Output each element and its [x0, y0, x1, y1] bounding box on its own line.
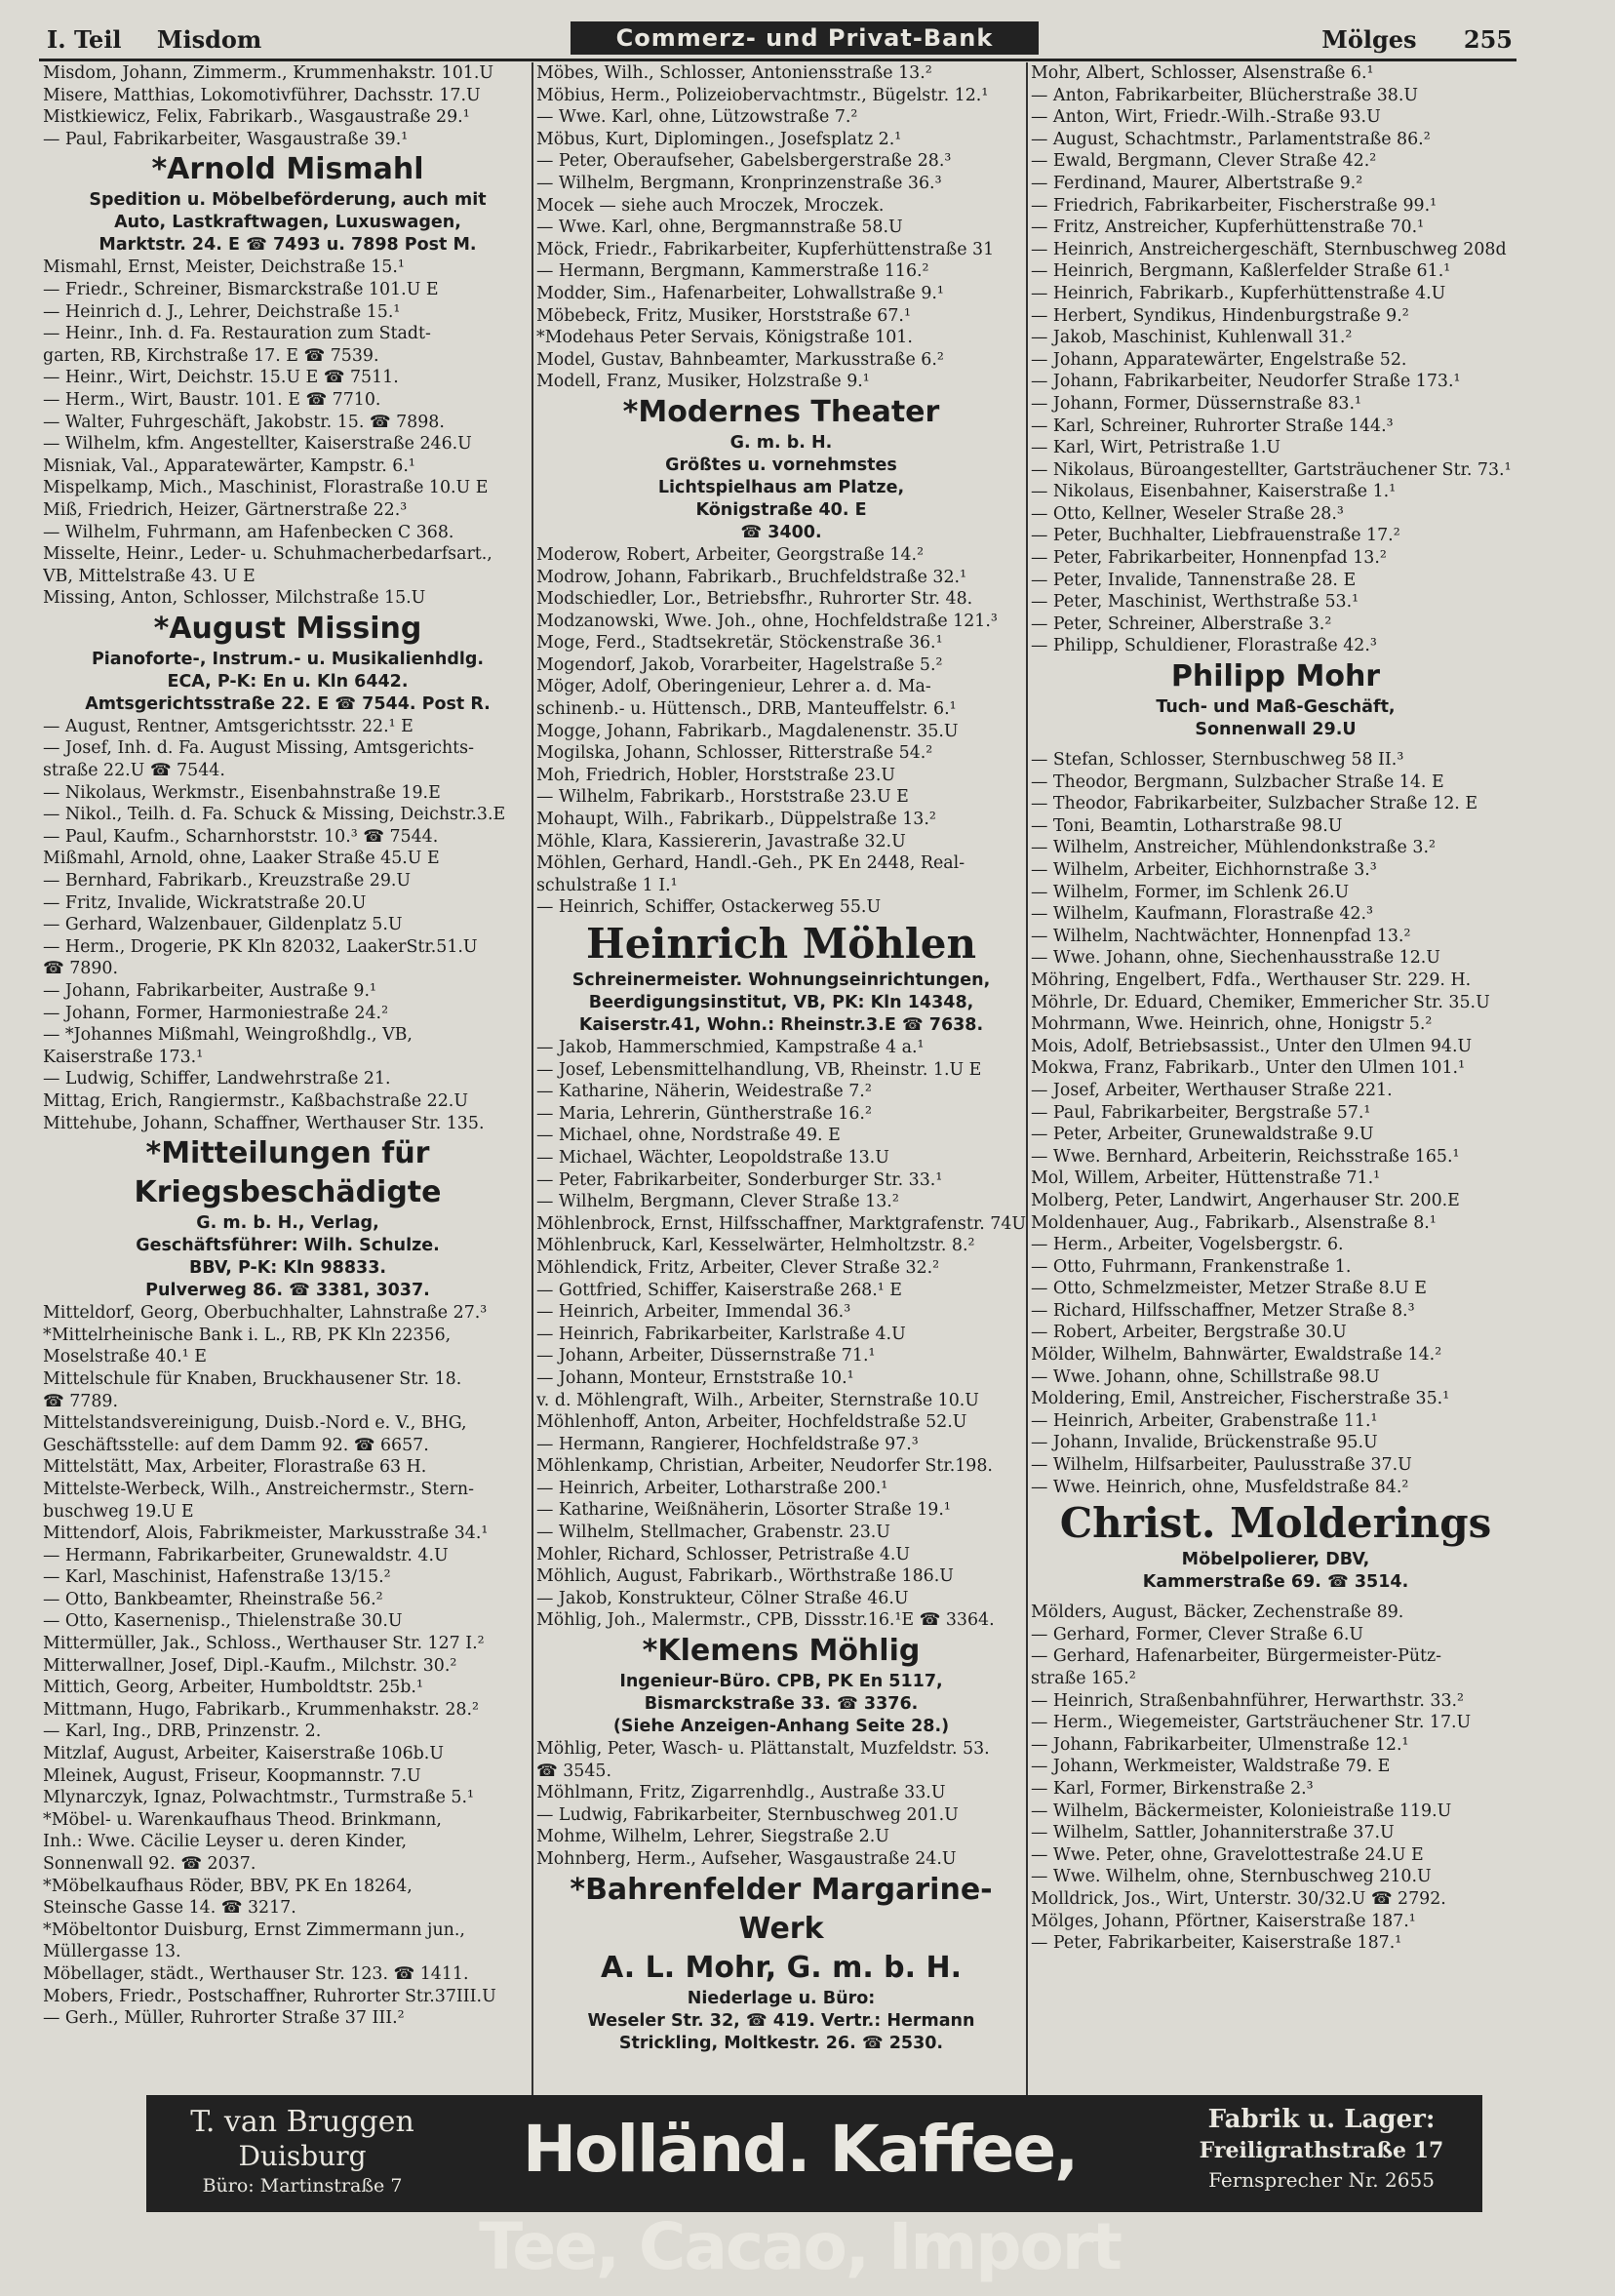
directory-column-2: [536, 62, 1026, 2111]
directory-entry: — Johann, Former, Harmoniestraße 24.²: [43, 1003, 389, 1023]
directory-entry: Möhle, Klara, Kassiererin, Javastraße 32.U: [536, 831, 906, 851]
column-divider: [1026, 62, 1028, 2111]
directory-entry: — Ewald, Bergmann, Clever Straße 42.²: [1031, 151, 1377, 172]
directory-entry: Molldrick, Jos., Wirt, Unterstr. 30/32.U ☎ 2792.: [1031, 1888, 1446, 1909]
directory-entry: — Paul, Fabrikarbeiter, Wasgaustraße 39.¹: [43, 129, 409, 149]
header-part: I. Teil: [47, 25, 122, 54]
directory-entry: — Peter, Oberaufseher, Gabelsbergerstraße 28.³: [536, 151, 952, 172]
directory-entry: — Wilhelm, Anstreicher, Mühlendonkstraße 3.²: [1031, 838, 1436, 858]
directory-entry: Möhlenbruck, Karl, Kesselwärter, Helmholtzstr. 8.²: [536, 1236, 975, 1256]
advertisement-title: *Mitteilungen für Kriegsbeschädigte: [134, 1136, 442, 1210]
directory-entry: — Johann, Fabrikarbeiter, Neudorfer Straße 173.¹: [1031, 372, 1461, 392]
directory-entry: *Möbeltontor Duisburg, Ernst Zimmermann jun.,: [43, 1920, 465, 1940]
factory-phone: Fernsprecher Nr. 2655: [1208, 2168, 1435, 2192]
directory-entry: Möck, Friedr., Fabrikarbeiter, Kupferhüttenstraße 31: [536, 239, 995, 259]
directory-entry: Mobers, Friedr., Postschaffner, Ruhrorter Str.37III.U: [43, 1986, 496, 2006]
directory-entry: Mittich, Georg, Arbeiter, Humboldtstr. 25b.¹: [43, 1678, 423, 1698]
ad-headline: Holländ. Kaffee, Tee, Cacao, Import: [479, 2112, 1121, 2284]
directory-entry: Mittelstandsvereinigung, Duisb.-Nord e. V., BHG,: [43, 1413, 467, 1434]
directory-entry: Möhlich, August, Fabrikarb., Wörthstraße 186.U: [536, 1566, 954, 1587]
directory-entry: — Wilhelm, kfm. Angestellter, Kaiserstraße 246.U: [43, 434, 472, 455]
directory-entry: Sonnenwall 92. ☎ 2037.: [43, 1854, 256, 1874]
directory-entry: schulstraße 1 I.¹: [536, 875, 678, 895]
advertisement-line: G. m. b. H., Verlag,: [196, 1213, 379, 1234]
directory-entry: — Nikolaus, Werkmstr., Eisenbahnstraße 19.E: [43, 782, 441, 803]
directory-entry: Misniak, Val., Apparatewärter, Kampstr. 6.¹: [43, 455, 415, 476]
advertisement-title: A. L. Mohr, G. m. b. H.: [600, 1950, 962, 1985]
directory-entry: — Ludwig, Schiffer, Landwehrstraße 21.: [43, 1069, 391, 1089]
directory-entry: — Wwe. Karl, ohne, Bergmannstraße 58.U: [536, 218, 903, 238]
directory-entry: — Herm., Drogerie, PK Kln 82032, LaakerStr.51.U: [43, 936, 478, 957]
advertiser-block: [171, 2105, 434, 2198]
directory-entry: — Wilhelm, Former, im Schlenk 26.U: [1031, 882, 1350, 902]
directory-entry: — Nikol., Teilh. d. Fa. Schuck & Missing, Deichstr.3.E: [43, 805, 506, 825]
header-right: [1282, 25, 1513, 54]
directory-entry: Möhlig, Joh., Malermstr., CPB, Dissstr.16.¹E ☎ 3364.: [536, 1610, 995, 1631]
directory-entry: — Bernhard, Fabrikarb., Kreuzstraße 29.U: [43, 871, 412, 891]
directory-entry: — Heinrich, Arbeiter, Immendal 36.³: [536, 1302, 851, 1323]
directory-column-3: [1031, 62, 1520, 2111]
directory-entry: Mispelkamp, Mich., Maschinist, Florastraße 10.U E: [43, 478, 489, 498]
directory-entry: Mogendorf, Jakob, Vorarbeiter, Hagelstraße 5.²: [536, 654, 943, 675]
header-left: [47, 25, 289, 54]
directory-entry: — Hermann, Rangierer, Hochfeldstraße 97.³: [536, 1434, 919, 1454]
directory-entry: Mokwa, Franz, Fabrikarb., Unter den Ulmen 101.¹: [1031, 1058, 1466, 1079]
directory-entry: Möger, Adolf, Oberingenieur, Lehrer a. d. Ma-: [536, 677, 931, 697]
directory-entry: — Otto, Schmelzmeister, Metzer Straße 8.U E: [1031, 1279, 1427, 1299]
directory-entry: — Wwe. Peter, ohne, Gravelottestraße 24.U E: [1031, 1844, 1424, 1865]
directory-entry: Mohme, Wilhelm, Lehrer, Siegstraße 2.U: [536, 1827, 889, 1847]
directory-entry: — Herm., Wirt, Baustr. 101. E ☎ 7710.: [43, 389, 381, 410]
directory-entry: Möhlenbrock, Ernst, Hilfsschaffner, Marktgrafenstr. 74U: [536, 1213, 1026, 1234]
directory-entry: — Fritz, Anstreicher, Kupferhüttenstraße 70.¹: [1031, 218, 1425, 238]
directory-entry: — Wwe. Heinrich, ohne, Musfeldstraße 84.²: [1031, 1477, 1409, 1497]
advertiser-office: Büro: Martinstraße 7: [202, 2175, 403, 2197]
directory-entry: Mittelschule für Knaben, Bruckhausener Str. 18.: [43, 1368, 462, 1389]
directory-entry: — Karl, Ing., DRB, Prinzenstr. 2.: [43, 1722, 322, 1742]
advertisement-line: BBV, P-K: Kln 98833.: [188, 1258, 387, 1279]
directory-entry: — Heinrich, Anstreichergeschäft, Sternbuschweg 208d: [1031, 239, 1507, 259]
directory-entry: — Johann, Former, Düssernstraße 83.¹: [1031, 393, 1361, 414]
directory-entry: Müllergasse 13.: [43, 1942, 181, 1962]
directory-entry: Möhlenhoff, Anton, Arbeiter, Hochfeldstraße 52.U: [536, 1412, 967, 1433]
bank-banner: Commerz- und Privat-Bank: [571, 21, 1039, 55]
advertisement-title: Christ. Molderings: [1059, 1499, 1492, 1548]
advertisement-line: Lichtspielhaus am Platze,: [657, 477, 905, 497]
directory-entry: — Theodor, Bergmann, Sulzbacher Straße 14. E: [1031, 772, 1444, 792]
advertisement-line: Größtes u. vornehmstes: [665, 455, 897, 475]
directory-entry: — Heinrich, Schiffer, Ostackerweg 55.U: [536, 897, 882, 918]
directory-entry: Modzanowski, Wwe. Joh., ohne, Hochfeldstraße 121.³: [536, 611, 998, 631]
directory-entry: — Karl, Schreiner, Ruhrorter Straße 144.³: [1031, 416, 1394, 436]
directory-entry: — Herbert, Syndikus, Hindenburgstraße 9.²: [1031, 305, 1409, 326]
directory-entry: straße 165.²: [1031, 1669, 1136, 1688]
directory-entry: — Jakob, Maschinist, Kuhlenwall 31.²: [1031, 328, 1353, 348]
directory-entry: — Michael, ohne, Nordstraße 49. E: [536, 1126, 841, 1146]
directory-entry: Mismahl, Ernst, Meister, Deichstraße 15.¹: [43, 257, 405, 278]
directory-column-1: [43, 62, 532, 2111]
directory-entry: Moderow, Robert, Arbeiter, Georgstraße 14.²: [536, 544, 925, 565]
directory-entry: Möbellager, städt., Werthauser Str. 123. ☎ 1411.: [43, 1963, 469, 1984]
directory-entry: — Heinrich, Straßenbahnführer, Herwarthstr. 33.²: [1031, 1690, 1465, 1711]
directory-entry: — Gerhard, Walzenbauer, Gildenplatz 5.U: [43, 915, 403, 935]
directory-entry: — Johann, Monteur, Ernststraße 10.¹: [536, 1367, 854, 1388]
header-keyword-end: Mölges: [1321, 25, 1417, 54]
directory-entry: — Wwe. Bernhard, Arbeiterin, Reichsstraße 165.¹: [1031, 1146, 1460, 1167]
directory-entry: Molberg, Peter, Landwirt, Angerhauser Str. 200.E: [1031, 1190, 1460, 1210]
directory-entry: — Ferdinand, Maurer, Albertstraße 9.²: [1031, 173, 1363, 193]
directory-entry: Mois, Adolf, Betriebsassist., Unter den Ulmen 94.U: [1031, 1036, 1473, 1056]
advertisement-line: Pianoforte-, Instrum.- u. Musikalienhdlg.: [91, 649, 485, 669]
advertisement-line: Niederlage u. Büro:: [687, 1988, 876, 2008]
directory-entry: Modschiedler, Lor., Betriebsfhr., Ruhrorter Str. 48.: [536, 589, 973, 610]
directory-entry: — Gerhard, Former, Clever Straße 6.U: [1031, 1624, 1364, 1644]
directory-entry: Möhlig, Peter, Wasch- u. Plättanstalt, Muzfeldstr. 53.: [536, 1739, 990, 1760]
directory-entry: garten, RB, Kirchstraße 17. E ☎ 7539.: [43, 345, 379, 366]
advertisement-line: ECA, P-K: En u. Kln 6442.: [167, 671, 409, 692]
directory-entry: Möbes, Wilh., Schlosser, Antoniensstraße 13.²: [536, 63, 932, 83]
directory-entry: Mitterwallner, Josef, Dipl.-Kaufm., Milchstr. 30.²: [43, 1655, 457, 1676]
directory-entry: Mölder, Wilhelm, Bahnwärter, Ewaldstraße 14.²: [1031, 1345, 1442, 1366]
directory-entry: — Otto, Kellner, Weseler Straße 28.³: [1031, 503, 1344, 524]
directory-entry: — Wwe. Wilhelm, ohne, Sternbuschweg 210.U: [1031, 1867, 1432, 1887]
advertisement-title: *Klemens Möhlig: [642, 1634, 921, 1669]
directory-entry: Mölders, August, Bäcker, Zechenstraße 89.: [1031, 1603, 1404, 1623]
directory-entry: — Johann, Fabrikarbeiter, Ulmenstraße 12.¹: [1031, 1734, 1409, 1755]
directory-entry: Mittelste-Werbeck, Wilh., Anstreichermstr., Stern-: [43, 1479, 474, 1499]
directory-entry: — Maria, Lehrerin, Güntherstraße 16.²: [536, 1103, 872, 1124]
directory-entry: Mittendorf, Alois, Fabrikmeister, Markusstraße 34.¹: [43, 1524, 489, 1544]
directory-entry: Moge, Ferd., Stadtsekretär, Stöckenstraße 36.¹: [536, 633, 943, 653]
directory-entry: Mittag, Erich, Rangiermstr., Kaßbachstraße 22.U: [43, 1090, 468, 1111]
directory-entry: — Wilhelm, Nachtwächter, Honnenpfad 13.²: [1031, 926, 1411, 946]
advertisement-line: Weseler Str. 32, ☎ 419. Vertr.: Hermann: [587, 2010, 975, 2031]
directory-entry: Mohr, Albert, Schlosser, Alsenstraße 6.¹: [1031, 63, 1374, 83]
directory-entry: — Johann, Fabrikarbeiter, Austraße 9.¹: [43, 981, 376, 1001]
directory-entry: — Johann, Invalide, Brückenstraße 95.U: [1031, 1433, 1378, 1453]
directory-entry: — Johann, Arbeiter, Düssernstraße 71.¹: [536, 1346, 876, 1366]
directory-entry: Mlynarczyk, Ignaz, Polwachtmstr., Turmstraße 5.¹: [43, 1788, 474, 1808]
advertisement-line: Beerdigungsinstitut, VB, PK: Kln 14348,: [588, 993, 974, 1012]
directory-entry: Moldering, Emil, Anstreicher, Fischerstraße 35.¹: [1031, 1389, 1450, 1409]
directory-entry: Moh, Friedrich, Hobler, Horststraße 23.U: [536, 765, 896, 785]
directory-entry: — Wilhelm, Arbeiter, Eichhornstraße 3.³: [1031, 860, 1377, 880]
advertisement-line: Auto, Lastkraftwagen, Luxuswagen,: [114, 213, 461, 233]
directory-entry: — Peter, Buchhalter, Liebfrauenstraße 17.²: [1031, 526, 1400, 546]
directory-entry: Mleinek, August, Friseur, Koopmannstr. 7.U: [43, 1765, 421, 1786]
directory-entry: Möhlendick, Fritz, Arbeiter, Clever Straße 32.²: [536, 1257, 940, 1278]
directory-entry: Steinsche Gasse 14. ☎ 3217.: [43, 1898, 296, 1919]
advertisement-title: Heinrich Möhlen: [586, 920, 976, 968]
directory-entry: — Peter, Fabrikarbeiter, Sonderburger Str. 33.¹: [536, 1169, 943, 1190]
directory-entry: — Peter, Fabrikarbeiter, Honnenpfad 13.²: [1031, 548, 1387, 569]
directory-entry: Möbebeck, Fritz, Musiker, Horststraße 67.¹: [536, 305, 911, 326]
directory-entry: — Gottfried, Schiffer, Kaiserstraße 268.¹ E: [536, 1280, 902, 1300]
directory-entry: — Toni, Beamtin, Lotharstraße 98.U: [1031, 815, 1343, 836]
directory-entry: Möbus, Kurt, Diplomingen., Josefsplatz 2.¹: [536, 129, 902, 149]
directory-entry: Missing, Anton, Schlosser, Milchstraße 15.U: [43, 588, 426, 609]
advertisement-line: (Siehe Anzeigen-Anhang Seite 28.): [612, 1717, 950, 1737]
directory-entry: Mohler, Richard, Schlosser, Petristraße 4.U: [536, 1544, 911, 1564]
directory-entry: — Heinrich d. J., Lehrer, Deichstraße 15.¹: [43, 301, 401, 322]
advertisement-line: Ingenieur-Büro. CPB, PK En 5117,: [619, 1672, 943, 1692]
header-keyword: Misdom: [156, 25, 262, 54]
directory-entry: — Karl, Former, Birkenstraße 2.³: [1031, 1778, 1314, 1799]
directory-entry: — Otto, Bankbeamter, Rheinstraße 56.²: [43, 1589, 383, 1609]
advertiser-name: T. van Bruggen: [190, 2105, 414, 2139]
advertisement-title: *Bahrenfelder Margarine-Werk: [570, 1872, 993, 1946]
directory-entry: — Johann, Werkmeister, Waldstraße 79. E: [1031, 1757, 1391, 1777]
directory-entry: — Wilhelm, Bäckermeister, Kolonieistraße 119.U: [1031, 1801, 1452, 1821]
directory-entry: *Möbel- u. Warenkaufhaus Theod. Brinkmann,: [43, 1809, 442, 1830]
directory-entry: — Josef, Lebensmittelhandlung, VB, Rheinstr. 1.U E: [536, 1059, 982, 1080]
directory-entry: — Wilhelm, Fuhrmann, am Hafenbecken C 368.: [43, 522, 454, 542]
directory-entry: — Heinr., Wirt, Deichstr. 15.U E ☎ 7511.: [43, 368, 399, 388]
directory-entry: — Otto, Kasernenisp., Thielenstraße 30.U: [43, 1611, 403, 1632]
advertisement-line: ☎ 3400.: [740, 522, 822, 542]
advertisement-title: *Arnold Mismahl: [151, 152, 424, 187]
directory-entry: — Wwe. Johann, ohne, Siechenhausstraße 12.U: [1031, 948, 1440, 969]
directory-entry: Moselstraße 40.¹ E: [43, 1347, 207, 1367]
advertisement-line: Marktstr. 24. E ☎ 7493 u. 7898 Post M.: [98, 235, 477, 256]
directory-entry: Misselte, Heinr., Leder- u. Schuhmacherbedarfsart.,: [43, 544, 492, 565]
directory-entry: Mogge, Johann, Fabrikarb., Magdalenenstr. 35.U: [536, 721, 959, 741]
factory-label: Fabrik u. Lager:: [1207, 2105, 1436, 2134]
directory-entry: Mistkiewicz, Felix, Fabrikarb., Wasgaustraße 29.¹: [43, 107, 470, 128]
directory-entry: — Paul, Fabrikarbeiter, Bergstraße 57.¹: [1031, 1102, 1371, 1123]
directory-entry: — Philipp, Schuldiener, Florastraße 42.³: [1031, 636, 1377, 656]
directory-entry: — Peter, Arbeiter, Grunewaldstraße 9.U: [1031, 1125, 1374, 1145]
advertisement-line: Geschäftsführer: Wilh. Schulze.: [136, 1236, 440, 1256]
directory-entry: — Karl, Wirt, Petristraße 1.U: [1031, 438, 1281, 458]
directory-entry: — Ludwig, Fabrikarbeiter, Sternbuschweg 201.U: [536, 1804, 959, 1825]
directory-entry: Möhlen, Gerhard, Handl.-Geh., PK En 2448, Real-: [536, 853, 965, 874]
advertisement-line: Pulverweg 86. ☎ 3381, 3037.: [145, 1281, 430, 1301]
directory-entry: Möhlmann, Fritz, Zigarrenhdlg., Austraße 33.U: [536, 1783, 946, 1803]
directory-entry: — Peter, Invalide, Tannenstraße 28. E: [1031, 570, 1357, 590]
directory-entry: ☎ 7890.: [43, 959, 118, 979]
directory-entry: Mißmahl, Arnold, ohne, Laaker Straße 45.U E: [43, 849, 440, 869]
advertisement-line: G. m. b. H.: [729, 432, 833, 453]
directory-entry: Mittmann, Hugo, Fabrikarb., Krummenhakstr. 28.²: [43, 1699, 479, 1720]
directory-entry: — Friedrich, Fabrikarbeiter, Fischerstraße 99.¹: [1031, 195, 1438, 216]
directory-entry: *Mittelrheinische Bank i. L., RB, PK Kln 22356,: [43, 1325, 452, 1345]
directory-entry: — Gerh., Müller, Ruhrorter Straße 37 III.²: [43, 2008, 405, 2029]
directory-entry: Mittehube, Johann, Schaffner, Werthauser Str. 135.: [43, 1113, 485, 1133]
directory-entry: — Jakob, Konstrukteur, Cölner Straße 46.U: [536, 1588, 909, 1608]
directory-entry: — Jakob, Hammerschmied, Kampstraße 4 a.¹: [536, 1038, 925, 1057]
directory-entry: Misdom, Johann, Zimmerm., Krummenhakstr. 101.U: [43, 63, 494, 83]
directory-entry: Inh.: Wwe. Cäcilie Leyser u. deren Kinder,: [43, 1832, 408, 1852]
directory-entry: — Wilhelm, Stellmacher, Grabenstr. 23.U: [536, 1523, 890, 1543]
directory-entry: — Heinr., Inh. d. Fa. Restauration zum Stadt-: [43, 324, 431, 344]
directory-entry: Geschäftsstelle: auf dem Damm 92. ☎ 6657.: [43, 1435, 429, 1455]
directory-entry: schinenb.- u. Hüttensch., DRB, Manteuffelstr. 6.¹: [536, 699, 957, 720]
directory-entry: — Wilhelm, Sattler, Johanniterstraße 37.U: [1031, 1823, 1395, 1843]
advertisement-line: Bismarckstraße 33. ☎ 3376.: [644, 1694, 919, 1715]
advertisement-line: Spedition u. Möbelbeförderung, auch mit: [89, 190, 487, 211]
factory-address: Freiligrathstraße 17: [1199, 2138, 1444, 2163]
directory-entry: — Friedr., Schreiner, Bismarckstraße 101.U E: [43, 279, 439, 299]
directory-entry: — Josef, Arbeiter, Werthauser Straße 221.: [1031, 1080, 1393, 1100]
directory-entry: — August, Rentner, Amtsgerichtsstr. 22.¹ E: [43, 716, 414, 736]
directory-entry: Moldenhauer, Aug., Fabrikarb., Alsenstraße 8.¹: [1031, 1212, 1437, 1233]
page-header: [39, 21, 1517, 61]
directory-entry: Möhlenkamp, Christian, Arbeiter, Neudorfer Str.198.: [536, 1456, 993, 1477]
directory-entry: Mohaupt, Wilh., Fabrikarb., Düppelstraße 13.²: [536, 810, 936, 830]
directory-entry: — Wilhelm, Kaufmann, Florastraße 42.³: [1031, 904, 1373, 925]
directory-entry: — Wilhelm, Bergmann, Clever Straße 13.²: [536, 1192, 899, 1212]
directory-entry: — Wwe. Johann, ohne, Schillstraße 98.U: [1031, 1366, 1380, 1387]
advertiser-city: Duisburg: [238, 2140, 367, 2172]
directory-entry: VB, Mittelstraße 43. U E: [43, 566, 256, 586]
directory-entry: — Peter, Fabrikarbeiter, Kaiserstraße 187.¹: [1031, 1933, 1402, 1954]
directory-entry: — Stefan, Schlosser, Sternbuschweg 58 II.³: [1031, 750, 1404, 771]
directory-entry: — Johann, Apparatewärter, Engelstraße 52.: [1031, 349, 1407, 370]
directory-entry: — Peter, Schreiner, Alberstraße 3.²: [1031, 614, 1332, 634]
advertisement-line: Kaiserstr.41, Wohn.: Rheinstr.3.E ☎ 7638.: [578, 1015, 984, 1035]
directory-entry: — Heinrich, Fabrikarbeiter, Karlstraße 4.U: [536, 1324, 906, 1344]
advertisement-title: *August Missing: [153, 611, 422, 646]
directory-entry: Mitteldorf, Georg, Oberbuchhalter, Lahnstraße 27.³: [43, 1303, 488, 1324]
directory-entry: — Otto, Fuhrmann, Frankenstraße 1.: [1031, 1256, 1352, 1277]
directory-entry: Modrow, Johann, Fabrikarb., Bruchfeldstraße 32.¹: [536, 567, 967, 587]
directory-entry: Möbius, Herm., Polizeiobervachtmstr., Bügelstr. 12.¹: [536, 85, 989, 105]
directory-entry: — *Johannes Mißmahl, Weingroßhdlg., VB,: [43, 1025, 413, 1046]
directory-entry: buschweg 19.U E: [43, 1501, 194, 1522]
directory-entry: — August, Schachtmstr., Parlamentstraße 86.²: [1031, 129, 1431, 149]
directory-entry: Mocek — siehe auch Mroczek, Mroczek.: [536, 195, 885, 216]
directory-entry: — Josef, Inh. d. Fa. August Missing, Amtsgerichts-: [43, 738, 474, 759]
directory-entry: Mohnberg, Herm., Aufseher, Wasgaustraße 24.U: [536, 1849, 957, 1869]
directory-entry: — Wilhelm, Fabrikarb., Horststraße 23.U E: [536, 787, 909, 808]
directory-entry: — Gerhard, Hafenarbeiter, Bürgermeister-Pütz-: [1031, 1646, 1442, 1667]
directory-entry: — Katharine, Näherin, Weidestraße 7.²: [536, 1082, 872, 1102]
directory-entry: — Robert, Arbeiter, Bergstraße 30.U: [1031, 1323, 1347, 1343]
directory-entry: — Nikolaus, Büroangestellter, Gartsträuchener Str. 73.¹: [1031, 459, 1512, 480]
directory-entry: ☎ 3545.: [536, 1761, 611, 1781]
directory-entry: — Wilhelm, Bergmann, Kronprinzenstraße 36.³: [536, 173, 942, 193]
advertisement-line: Schreinermeister. Wohnungseinrichtungen,: [571, 970, 991, 990]
directory-entry: Mittelstätt, Max, Arbeiter, Florastraße 63 H.: [43, 1457, 427, 1478]
directory-entry: — Richard, Hilfsschaffner, Metzer Straße 8.³: [1031, 1300, 1415, 1321]
directory-entry: — Anton, Wirt, Friedr.-Wilh.-Straße 93.U: [1031, 107, 1381, 128]
directory-entry: — Wwe. Karl, ohne, Lützowstraße 7.²: [536, 107, 858, 128]
advertisement-line: Amtsgerichtsstraße 22. E ☎ 7544. Post R.: [85, 693, 491, 714]
directory-entry: — Karl, Maschinist, Hafenstraße 13/15.²: [43, 1567, 391, 1588]
directory-entry: Mölges, Johann, Pförtner, Kaiserstraße 187.¹: [1031, 1911, 1416, 1931]
directory-entry: — Herm., Arbeiter, Vogelsbergstr. 6.: [1031, 1235, 1344, 1255]
advertisement-line: Kammerstraße 69. ☎ 3514.: [1142, 1572, 1409, 1593]
directory-entry: Mol, Willem, Arbeiter, Hüttenstraße 71.¹: [1031, 1168, 1381, 1189]
directory-entry: Misere, Matthias, Lokomotivführer, Dachsstr. 17.U: [43, 85, 481, 105]
directory-entry: Modder, Sim., Hafenarbeiter, Lohwallstraße 9.¹: [536, 283, 944, 303]
directory-entry: — Herm., Wiegemeister, Gartsträuchener Str. 17.U: [1031, 1713, 1472, 1733]
directory-entry: Mittermüller, Jak., Schloss., Werthauser Str. 127 I.²: [43, 1634, 485, 1654]
directory-entry: — Anton, Fabrikarbeiter, Blücherstraße 38.U: [1031, 85, 1419, 105]
directory-entry: Mohrmann, Wwe. Heinrich, ohne, Honigstr 5.²: [1031, 1014, 1433, 1035]
directory-entry: — Wilhelm, Hilfsarbeiter, Paulusstraße 37.U: [1031, 1455, 1412, 1476]
directory-entry: *Modehaus Peter Servais, Königstraße 101.: [536, 328, 913, 348]
directory-entry: Möhrle, Dr. Eduard, Chemiker, Emmericher Str. 35.U: [1031, 992, 1490, 1012]
directory-entry: — Michael, Wächter, Leopoldstraße 13.U: [536, 1147, 889, 1168]
advertisement-title: Philipp Mohr: [1170, 659, 1381, 694]
directory-entry: — Walter, Fuhrgeschäft, Jakobstr. 15. ☎ 7898.: [43, 412, 445, 432]
directory-entry: — Peter, Maschinist, Werthstraße 53.¹: [1031, 592, 1359, 613]
directory-entry: Kaiserstraße 173.¹: [43, 1047, 204, 1067]
directory-entry: ☎ 7789.: [43, 1391, 118, 1411]
directory-entry: — Fritz, Invalide, Wickratstraße 20.U: [43, 892, 367, 913]
advertisement-line: Möbelpolierer, DBV,: [1181, 1550, 1370, 1570]
directory-entry: — Nikolaus, Eisenbahner, Kaiserstraße 1.¹: [1031, 482, 1397, 502]
advertisement-line: Tuch- und Maß-Geschäft,: [1156, 697, 1396, 718]
page-number: 255: [1463, 25, 1513, 54]
directory-entry: v. d. Möhlengraft, Wilh., Arbeiter, Sternstraße 10.U: [536, 1390, 979, 1410]
advertisement-line: Königstraße 40. E: [695, 499, 867, 520]
directory-entry: Model, Gustav, Bahnbeamter, Markusstraße 6.²: [536, 349, 944, 370]
directory-entry: — Katharine, Weißnäherin, Lösorter Straße 19.¹: [536, 1500, 951, 1521]
directory-entry: Miß, Friedrich, Heizer, Gärtnerstraße 22.³: [43, 499, 408, 520]
directory-entry: — Heinrich, Fabrikarb., Kupferhüttenstraße 4.U: [1031, 283, 1446, 303]
advertisement-line: Sonnenwall 29.U: [1195, 720, 1357, 740]
directory-entry: Mogilska, Johann, Schlosser, Ritterstraße 54.²: [536, 743, 933, 764]
advertisement-banner: [146, 2095, 1482, 2284]
directory-entry: — Paul, Kaufm., Scharnhorststr. 10.³ ☎ 7544.: [43, 826, 439, 847]
advertisement-title: *Modernes Theater: [622, 394, 940, 429]
directory-entry: *Möbelkaufhaus Röder, BBV, PK En 18264,: [43, 1876, 413, 1896]
spacer: [1031, 741, 1520, 749]
directory-entry: straße 22.U ☎ 7544.: [43, 761, 225, 781]
directory-entry: Möhring, Engelbert, Fdfa., Werthauser Str. 229. H.: [1031, 970, 1472, 990]
advertisement-line: Strickling, Moltkestr. 26. ☎ 2530.: [618, 2033, 944, 2053]
directory-entry: Mitzlaf, August, Arbeiter, Kaiserstraße 106b.U: [43, 1744, 444, 1764]
directory-entry: — Theodor, Fabrikarbeiter, Sulzbacher Straße 12. E: [1031, 794, 1478, 814]
directory-entry: — Heinrich, Arbeiter, Lotharstraße 200.¹: [536, 1478, 888, 1498]
spacer: [1031, 1594, 1520, 1602]
directory-entry: — Heinrich, Bergmann, Kaßlerfelder Straße 61.¹: [1031, 261, 1451, 282]
directory-entry: — Heinrich, Arbeiter, Grabenstraße 11.¹: [1031, 1410, 1378, 1431]
directory-entry: — Hermann, Bergmann, Kammerstraße 116.²: [536, 261, 929, 282]
factory-block: [1165, 2103, 1477, 2195]
directory-entry: Modell, Franz, Musiker, Holzstraße 9.¹: [536, 372, 870, 392]
directory-entry: — Hermann, Fabrikarbeiter, Grunewaldstr. 4.U: [43, 1545, 449, 1565]
